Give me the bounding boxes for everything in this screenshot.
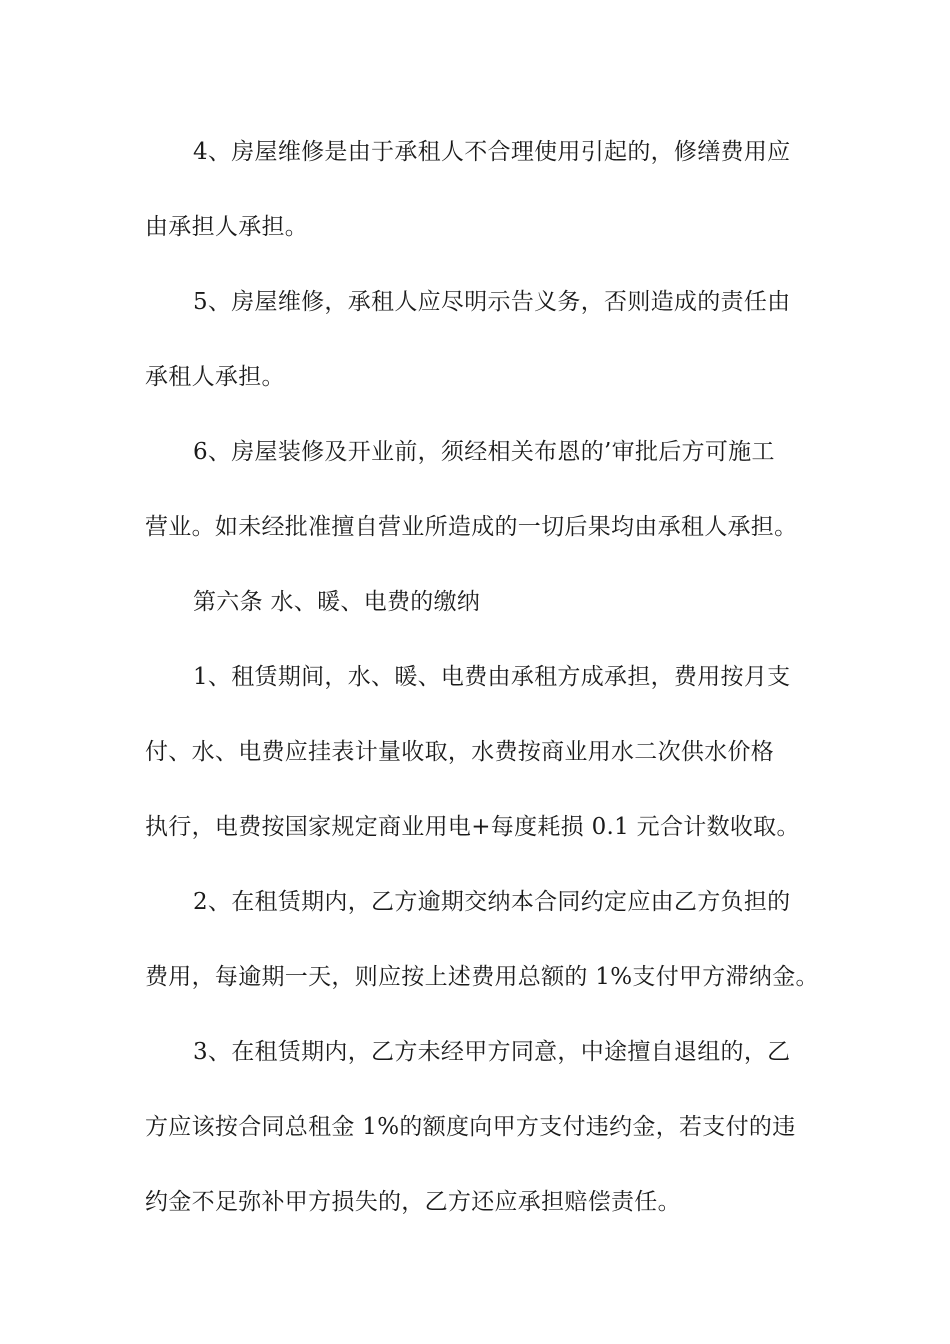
clause-2-line-2: 费用，每逾期一天，则应按上述费用总额的 1%支付甲方滞纳金。 (145, 964, 819, 990)
paragraph-4-line-2: 由承担人承担。 (145, 214, 309, 240)
clause-1-line-3: 执行，电费按国家规定商业用电+每度耗损 0.1 元合计数收取。 (145, 814, 800, 840)
clause-1-line-2: 付、水、电费应挂表计量收取，水费按商业用水二次供水价格 (145, 739, 775, 765)
paragraph-6-line-1: 6、房屋装修及开业前，须经相关布恩的’审批后方可施工 (193, 439, 775, 465)
paragraph-5-line-2: 承租人承担。 (145, 364, 285, 390)
clause-3-line-3: 约金不足弥补甲方损失的，乙方还应承担赔偿责任。 (145, 1189, 681, 1215)
clause-1-line-1: 1、租赁期间，水、暖、电费由承租方成承担，费用按月支 (193, 664, 791, 690)
paragraph-6-line-2: 营业。如未经批准擅自营业所造成的一切后果均由承租人承担。 (145, 514, 798, 540)
clause-3-line-2: 方应该按合同总租金 1%的额度向甲方支付违约金，若支付的违 (145, 1114, 796, 1140)
clause-2-line-1: 2、在租赁期内，乙方逾期交纳本合同约定应由乙方负担的 (193, 889, 791, 915)
clause-3-line-1: 3、在租赁期内，乙方未经甲方同意，中途擅自退组的，乙 (193, 1039, 791, 1065)
paragraph-5-line-1: 5、房屋维修，承租人应尽明示告义务，否则造成的责任由 (193, 289, 791, 315)
paragraph-4-line-1: 4、房屋维修是由于承租人不合理使用引起的，修缮费用应 (193, 139, 791, 165)
article-6-heading: 第六条 水、暖、电费的缴纳 (193, 589, 481, 615)
